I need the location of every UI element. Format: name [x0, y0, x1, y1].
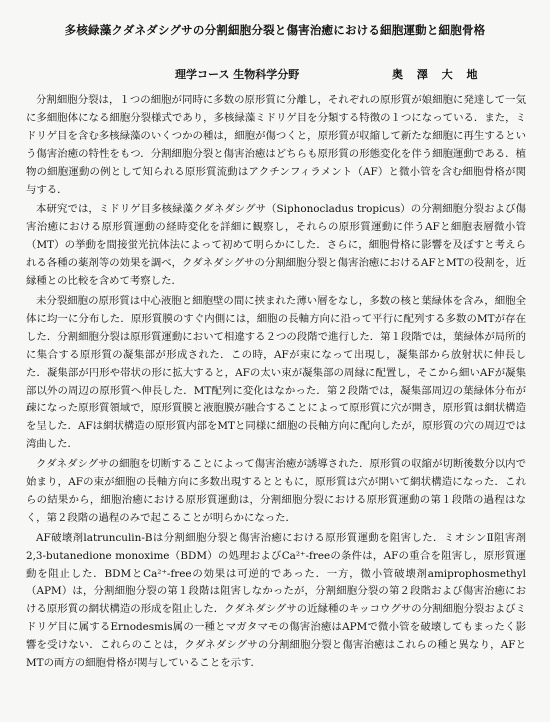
affiliation: 理学コース 生物科学分野: [175, 68, 300, 81]
paragraph-wound-healing-results: クダネダシグサの細胞を切断することによって傷害治癒が誘導された．原形質の収縮が切断後数分以内で始まり，AFの束が細胞の長軸方向に多数出現するとともに，原形質は穴が開いて網状構造になった．これらの結果から，細胞治癒における原形質運動は，分割細胞分裂における原形質運動の第１段階の過程はなく，第２段階の過程のみで起こることが明らかになった．: [26, 458, 526, 524]
abstract-body: [26, 92, 526, 673]
paper-title: 多核緑藻クダネダシグサの分割細胞分裂と傷害治癒における細胞運動と細胞骨格: [64, 23, 486, 37]
paragraph-division-results: 未分裂細胞の原形質は中心液胞と細胞壁の間に挟まれた薄い層をなし，多数の核と葉緑体を含み，細胞全体に均一に分布した．原形質膜のすぐ内側には，細胞の長軸方向に沿って平行に配列する多数のMTが存在した．分割細胞分裂は原形質運動において相違する２つの段階で進行した．第１段階では，葉緑体が局所的に集合する原形質の凝集部が形成された．この時，AFが束になって出現し，凝集部から放射状に伸長した．凝集部が円形や帯状の形に拡大すると，AFの太い束が凝集部の周縁に配置し，そこから細いAFが凝集部以外の周辺の原形質へ伸長した．MT配列に変化はなかった．第２段階では，凝集部周辺の葉緑体分布が疎になった原形質領域で，原形質膜と液胞膜が融合することによって原形質に穴が開き，原形質は網状構造を呈した．AFは網状構造の原形質内部をMTと同様に細胞の長軸方向に配向したが，原形質の穴の周辺では湾曲した．: [26, 294, 526, 451]
paragraph-intro: 分割細胞分裂は，１つの細胞が同時に多数の原形質に分離し，それぞれの原形質が娘細胞に発達して一気に多細胞体になる細胞分裂様式であり，多核緑藻ミドリゲ目を分類する特徴の１つになっている．また，ミドリゲ目を含む多核緑藻のいくつかの種は，細胞が傷つくと，原形質が収縮して新たな細胞に再生するという傷害治癒の特性をもつ．分割細胞分裂と傷害治癒はどちらも原形質の形態変化を伴う細胞運動である．植物の細胞運動の例として知られる原形質流動はアクチンフィラメント（AF）と微小管を含む細胞骨格が関与する．: [26, 94, 526, 196]
paragraph-drug-effects: AF破壊剤latrunculin-Bは分割細胞分裂と傷害治癒における原形質運動を阻害した．ミオシンⅡ阻害剤2,3-butanedione monoxime（BDM）の処理およびCa²⁺-freeの条件は，AFの重合を阻害し，原形質運動を阻止した．BDMとCa²⁺-freeの効果は可逆的であった．一方，微小管破壊剤amiprophosmethyl（APM）は，分割細胞分裂の第１段階は阻害しなかったが，分割細胞分裂の第２段階および傷害治癒における原形質の網状構造の形成を阻止した．クダネダシグサの近縁種のキッコウグサの分割細胞分裂およびミドリゲ目に属するErnodesmis属の一種とマガタマモの傷害治癒はAPMで微小管を破壊してもまったく影響を受けない．これらのことは，クダネダシグサの分割細胞分裂と傷害治癒はこれらの種と異なり，AFとMTの両方の細胞骨格が関与していることを示す．: [26, 531, 526, 670]
paragraph-objective: 本研究では，ミドリゲ目多核緑藻クダネダシグサ（Siphonocladus tropicus）の分割細胞分裂および傷害治癒における原形質運動の経時変化を詳細に観察し，それらの原形質運動に伴うAFと細胞表層微小管（MT）の挙動を間接蛍光抗体法によって初めて明らかにした．さらに，細胞骨格に影響を及ぼすと考えられる各種の薬剤等の効果を調べ，クダネダシグサの分割細胞分裂と傷害治癒におけるAFとMTの役割を，近縁種との比較を含めて考察した．: [26, 203, 526, 288]
author-name: 奥 澤 大 地: [392, 68, 483, 81]
